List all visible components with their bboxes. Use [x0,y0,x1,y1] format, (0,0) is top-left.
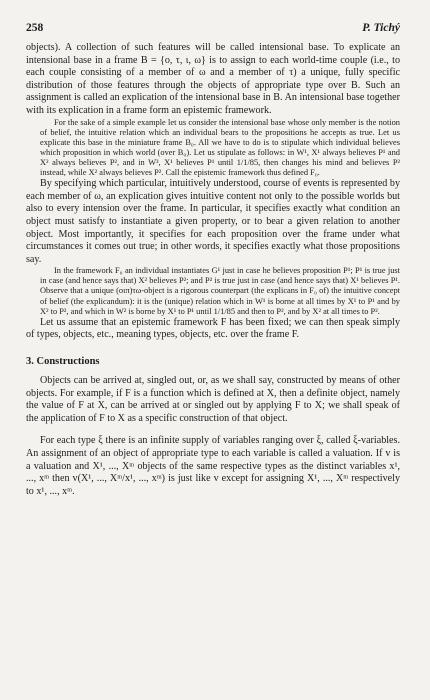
running-author: P. Tichý [362,22,400,34]
paragraph-variables: For each type ξ there is an infinite supply of variables ranging over ξ, called ξ-variables. An assignment of an object of appropriate type to each variable is called a valuation. If v is a valuation and X¹, ..., Xᵐ objects of the same respective types as the distinct variables x¹, ..., xᵐ then v(X¹, ..., Xᵐ/x¹, ..., xᵐ) is just like v except for assigning X¹, ..., Xᵐ respectively to x¹, ..., xᵐ. [26,435,400,497]
page-header [26,22,400,34]
example-framework: In the framework F₀ an individual instantiates G¹ just in case he believes proposition P¹; P¹ is true just in case (and hence says that) X² believes P²; and P² is true just in case (and hence says that) X¹ believes P¹. Observe that a unique (οιπ)τω-object is a rigorous counterpart (the explicans in F₀ of) the intuitive concept of belief (the explicandum): it is the (unique) relation which in W¹ is borne at all times by X¹ to P¹ and by X² to P², and which in W² is borne by X¹ to P¹ until 1/1/85 and then to P², and by X² at all times to P². [40,266,400,316]
paragraph-explication: By specifying which particular, intuitively understood, course of events is represented by each member of ω, an explication gives intuitive content not only to the possible worlds but also to every intension over the frame. In particular, it specifies exactly what condition an object must satisfy to instantiate a given property, or to bear a given relation to another object. Most importantly, it specifies for each proposition over the frame under what circumstances it comes out true; in other words, it specifies exactly what those propositions say. [26,178,400,265]
paragraph-constructions: Objects can be arrived at, singled out, or, as we shall say, constructed by means of other objects. For example, if F is a function which is defined at X, then a definite object, namely the value of F at X, can be arrived at or singled out by applying F to X; we shall speak of the application of F to X as a specific construction of that object. [26,374,400,424]
paragraph-intensional-base: objects). A collection of such features will be called intensional base. To explicate an intensional base in a frame B = {o, τ, ι, ω} is to assign to each world-time couple (i.e., to each couple consisting of a member of ω and a member of τ) a unique, fully specific distribution of those features through the objects of appropriate type over B. Such an assignment is called an explication of the intensional base in B. An intensional base together with its explication in a frame form an epistemic framework. [26,42,400,116]
section-heading: 3. Constructions [26,355,100,367]
paragraph-fixed-framework: Let us assume that an epistemic framework F has been fixed; we can then speak simply of types, objects, etc., meaning types, objects, etc. over the frame F. [26,316,400,341]
page-number: 258 [26,22,44,34]
example-belief: For the sake of a simple example let us consider the intensional base whose only member is the notion of belief, the intuitive relation which an individual bears to the propositions he accepts as true. Let us explicate this base in the miniature frame B₀. All we have to do is to stipulate which individual believes which proposition in which world (over B₀). Let us stipulate as follows: in W¹, X¹ always believes P¹ and X² always believes P², and in W³, X¹ believes P¹ until 1/1/85, then changes his mind and believes P² instead, while X² always believes P². Call the epistemic framework thus defined F₀. [40,117,400,178]
